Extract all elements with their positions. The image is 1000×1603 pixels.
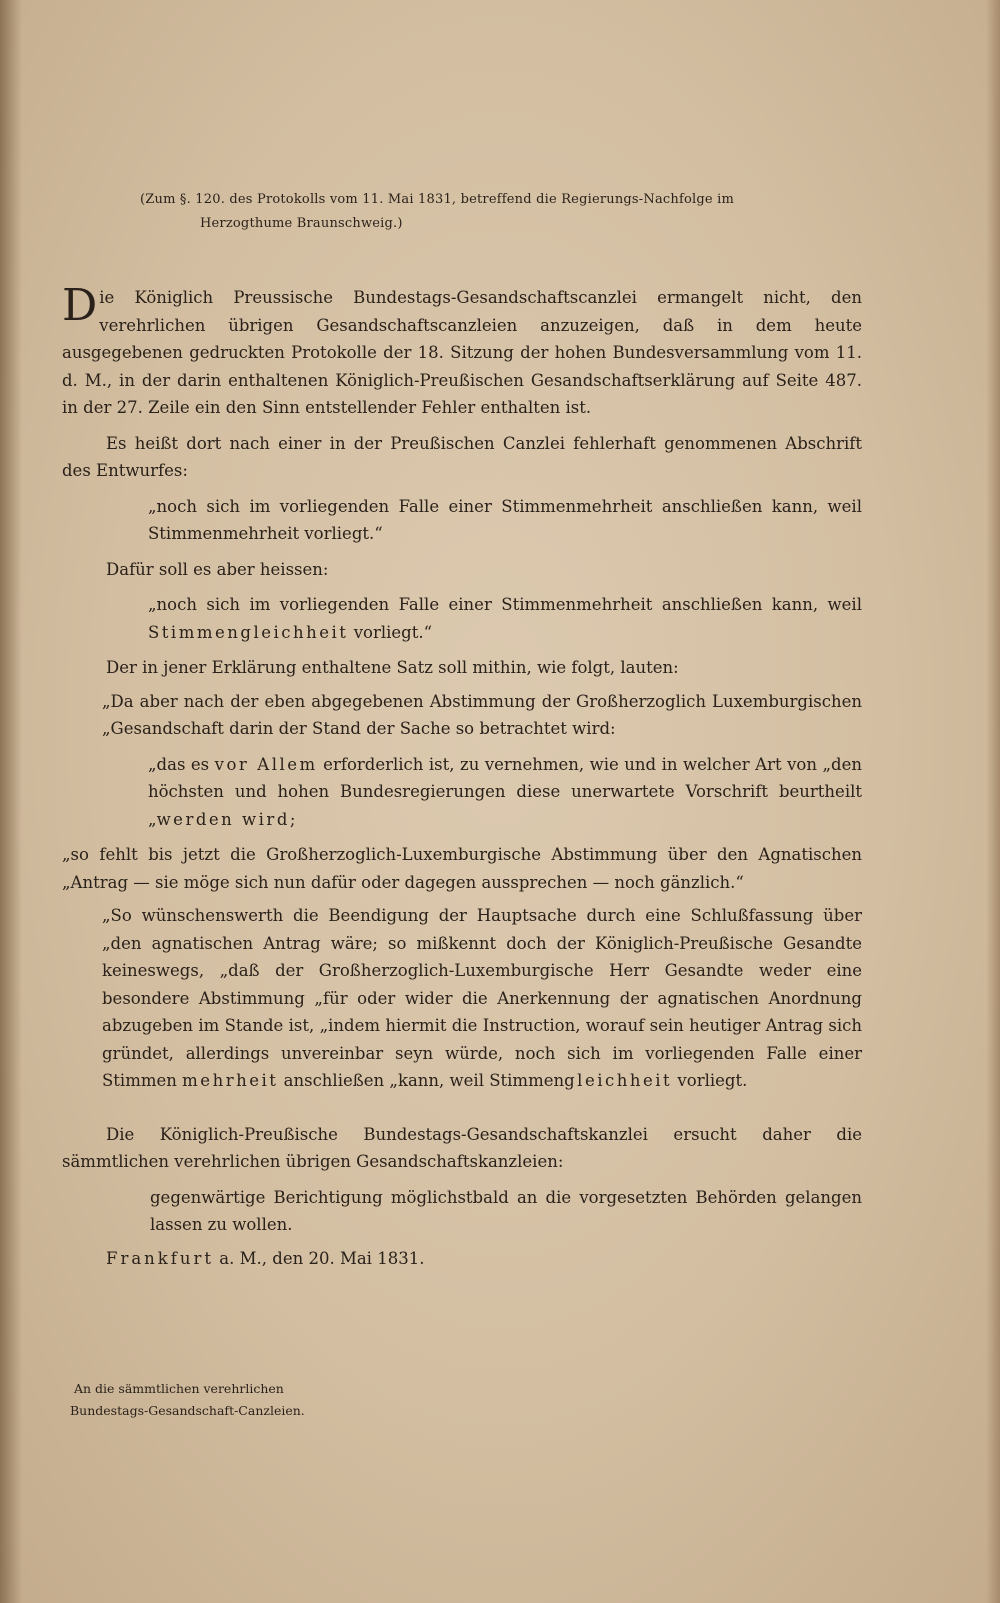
quoted-sentence-b-mid: erforderlich ist, zu vernehmen, wie und in welcher Art von „den höchsten und hohen Bundesregierungen diese unerwartete Vorschrift beurtheilt „ <box>148 754 862 829</box>
header-line-1: (Zum §. 120. des Protokolls vom 11. Mai 1831, betreffend die Regierungs-Nachfolge im <box>140 192 734 207</box>
quoted-sentence-b-end: ; <box>289 809 296 829</box>
quoted-sentence-d-pre: „So wünschenswerth die Beendigung der Hauptsache durch eine Schlußfassung über „den agnatischen Antrag wäre; so mißkennt doch der Königlich-Preußische Gesandte keineswegs, „daß der Großherzoglich-Luxemburgische Herr Gesandte weder eine besondere Abstimmung „für oder wider die Anerkennung der agnatischen Anordnung abzugeben im Stande ist, „indem hiermit die Instruction, worauf sein heutiger Antrag sich gründet, allerdings unvereinbar seyn würde, noch sich im vorliegenden Falle einer Stimmen <box>102 906 862 1090</box>
quoted-sentence-d-mid: anschließen „kann, weil Stimmen <box>278 1071 565 1090</box>
paragraph-correction-intro: Dafür soll es aber heissen: <box>106 559 329 579</box>
quoted-sentence-d <box>62 902 862 1095</box>
quoted-sentence-b-spaced-1: vor Allem <box>214 754 318 774</box>
quote-erroneous: „noch sich im vorliegenden Falle einer Stimmenmehrheit anschließen kann, weil Stimmenmehrheit vorliegt.“ <box>148 496 862 543</box>
quoted-sentence-c: „so fehlt bis jetzt die Großherzoglich-Luxemburgische Abstimmung über den Agnatischen „Antrag — sie möge sich nun dafür oder dagegen aussprechen — noch gänzlich.“ <box>62 845 862 892</box>
document-body <box>62 188 862 1272</box>
quote-corrected-part-a: „noch sich im vorliegenden Falle einer Stimmenmehrheit anschließen kann, weil <box>148 595 862 614</box>
quoted-sentence-a: „Da aber nach der eben abgegebenen Abstimmung der Großherzoglich Luxemburgischen „Gesandschaft darin der Stand der Sache so betrachtet wird: <box>102 691 862 738</box>
address-line-2: Bundestags-Gesandschaft-Canzleien. <box>70 1403 305 1418</box>
paragraph-error-description: Es heißt dort nach einer in der Preußischen Canzlei fehlerhaft genommenen Abschrift des Entwurfes: <box>62 433 862 480</box>
date-line <box>62 1245 862 1273</box>
quoted-sentence-b-spaced-2: werden wird <box>156 809 290 829</box>
quoted-sentence-d-end: vorliegt. <box>672 1071 748 1090</box>
quote-corrected <box>62 591 862 646</box>
date-rest: a. M., den 20. Mai 1831. <box>214 1248 425 1268</box>
request-paragraph: gegenwärtige Berichtigung möglichstbald an die vorgesetzten Behörden gelangen lassen zu wollen. <box>150 1187 862 1234</box>
quote-corrected-spaced: Stimmengleichheit <box>148 622 349 642</box>
quoted-sentence-d-spaced-1: mehrheit <box>182 1071 279 1090</box>
opening-paragraph <box>62 280 862 422</box>
date-place: Frankfurt <box>106 1248 215 1268</box>
quoted-sentence-b <box>62 751 862 834</box>
quoted-sentence-d-spaced-2: gleichheit <box>564 1071 673 1090</box>
closing-paragraph: Die Königlich-Preußische Bundestags-Gesandschaftskanzlei ersucht daher die sämmtlichen verehrlichen übrigen Gesandschaftskanzleien: <box>62 1124 862 1171</box>
header-note <box>62 188 862 236</box>
address-block <box>70 1378 305 1422</box>
address-line-1: An die sämmtlichen verehrlichen <box>74 1381 284 1396</box>
paragraph-full-sentence-intro: Der in jener Erklärung enthaltene Satz soll mithin, wie folgt, lauten: <box>106 658 679 677</box>
header-line-2: Herzogthume Braunschweig.) <box>200 216 403 231</box>
quote-corrected-part-b: vorliegt.“ <box>348 622 433 642</box>
drop-cap: D <box>62 280 98 331</box>
quoted-sentence-b-pre: „das es <box>148 754 215 774</box>
opening-text: ie Königlich Preussische Bundestags-Gesandschaftscanzlei ermangelt nicht, den verehrlichen übrigen Gesandschaftscanzleien anzuzeigen, daß in dem heute ausgegebenen gedruckten Protokolle der 18. Sitzung der hohen Bundesversammlung vom 11. d. M., in der darin enthaltenen Königlich-Preußischen Gesandschaftserklärung auf Seite 487. in der 27. Zeile ein den Sinn entstellender Fehler enthalten ist. <box>62 288 862 417</box>
